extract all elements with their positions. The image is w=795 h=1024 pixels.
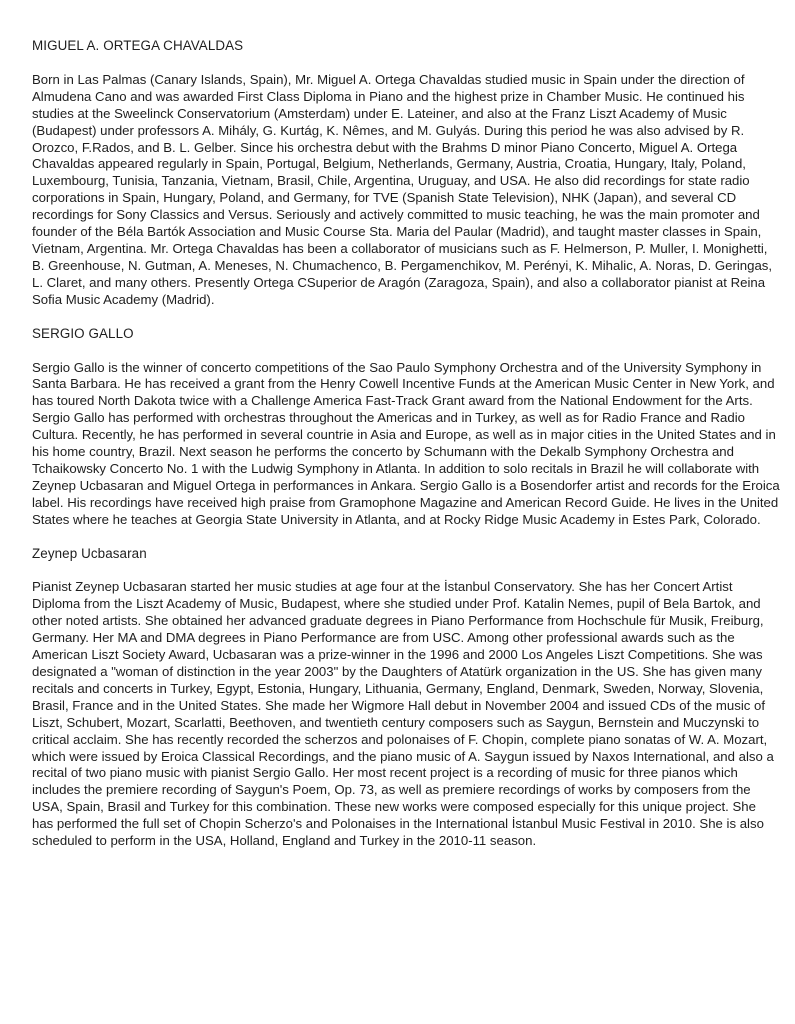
bio-paragraph: Sergio Gallo is the winner of concerto competitions of the Sao Paulo Symphony Orchestra and of the University Symphony in Santa Barbara. He has received a grant from the Henry Cowell Incentive Funds at the American Music Center in New York, and has toured North Dakota twice with a Challenge America Fast-Track Grant award from the National Endowment for the Arts. Sergio Gallo has performed with orchestras throughout the Americas and in Turkey, as well as for Radio France and Radio Cultura. Recently, he has performed in several countrie in Asia and Europe, as well as in major cities in the United States and in his home country, Brazil. Next season he performs the concerto by Schumann with the Dekalb Symphony Orchestra and Tchaikowsky Concerto No. 1 with the Ludwig Symphony in Atlanta. In addition to solo recitals in Brazil he will collaborate with Zeynep Ucbasaran and Miguel Ortega in performances in Ankara. Sergio Gallo is a Bosendorfer artist and records for the Eroica label. His recordings have received high praise from Gramophone Magazine and American Record Guide. He lives in the United States where he teaches at Georgia State University in Atlanta, and at Rocky Ridge Music Academy in Estes Park, Colorado. bbox=[32, 359, 780, 527]
document-page bbox=[32, 38, 780, 850]
bio-paragraph: Born in Las Palmas (Canary Islands, Spain), Mr. Miguel A. Ortega Chavaldas studied music in Spain under the direction of Almudena Cano and was awarded First Class Diploma in Piano and the highest prize in Chamber Music. He continued his studies at the Sweelinck Conservatorium (Amsterdam) under E. Lateiner, and also at the Franz Liszt Academy of Music (Budapest) under professors A. Mihály, G. Kurtág, K. Nêmes, and M. Gulyás. During this period he was also advised by R. Orozco, F.Rados, and B. L. Gelber. Since his orchestra debut with the Brahms D minor Piano Concerto, Miguel A. Ortega Chavaldas appeared regularly in Spain, Portugal, Belgium, Netherlands, Germany, Austria, Croatia, Hungary, Italy, Poland, Luxembourg, Tunisia, Tanzania, Vietnam, Brasil, Chile, Argentina, Uruguay, and USA. He also did recordings for state radio corporations in Spain, Hungary, Poland, and Germany, for TVE (Spanish State Television), NHK (Japan), and several CD recordings for Sony Classics and Versus. Seriously and actively committed to music teaching, he was the main promoter and founder of the Béla Bartók Association and Music Course Sta. Maria del Paular (Madrid), and taught master classes in Spain, Vietnam, Argentina. Mr. Ortega Chavaldas has been a collaborator of musicians such as F. Helmerson, P. Muller, I. Monighetti, B. Greenhouse, N. Gutman, A. Meneses, N. Chumachenco, B. Pergamenchikov, M. Perényi, K. Mihalic, A. Noras, D. Geringas, L. Claret, and many others. Presently Ortega CSuperior de Aragón (Zaragoza, Spain), and also a collaborator pianist at Reina Sofia Music Academy (Madrid). bbox=[32, 71, 773, 307]
bio-section-ucbasaran bbox=[32, 546, 780, 850]
section-heading: Zeynep Ucbasaran bbox=[32, 545, 147, 561]
section-heading: MIGUEL A. ORTEGA CHAVALDAS bbox=[32, 38, 244, 53]
bio-paragraph: Pianist Zeynep Ucbasaran started her music studies at age four at the İstanbul Conservatory. She has her Concert Artist Diploma from the Liszt Academy of Music, Budapest, where she studied under Prof. Katalin Nemes, pupil of Bela Bartok, and other noted artists. She obtained her advanced graduate degrees in Piano Performance from Hochschule für Musik, Freiburg, Germany. Her MA and DMA degrees in Piano Performance are from USC. Among other professional awards such as the American Liszt Society Award, Ucbasaran was a prize-winner in the 1996 and 2000 Los Angeles Liszt Competitions. She was designated a "woman of distinction in the year 2003" by the Daughters of Atatürk organization in the US. She has given many recitals and concerts in Turkey, Egypt, Estonia, Hungary, Lithuania, Germany, England, Denmark, Sweden, Norway, Slovenia, Brasil, France and in the United States. She made her Wigmore Hall debut in November 2004 and issued CDs of the music of Liszt, Schubert, Mozart, Scarlatti, Beethoven, and twentieth century composers such as Saygun, Bernstein and Muczynski to critical acclaim. She has recently recorded the scherzos and polonaises of F. Chopin, complete piano sonatas of W. A. Mozart, which were issued by Eroica Classical Recordings, and the piano music of A. Saygun issued by Naxos International, and also a recital of two piano music with pianist Sergio Gallo. Her most recent project is a recording of music for three pianos which includes the premiere recording of Saygun's Poem, Op. 73, as well as premiere recordings of works by composers from the USA, Spain, Brasil and Turkey for this combination. These new works were composed especially for this unique project. She has performed the full set of Chopin Scherzo's and Polonaises in the International İstanbul Music Festival in 2010. She is also scheduled to perform in the USA, Holland, England and Turkey in the 2010-11 season. bbox=[32, 579, 774, 849]
bio-section-gallo bbox=[32, 326, 780, 529]
bio-section-ortega bbox=[32, 38, 780, 309]
section-heading: SERGIO GALLO bbox=[32, 325, 134, 341]
